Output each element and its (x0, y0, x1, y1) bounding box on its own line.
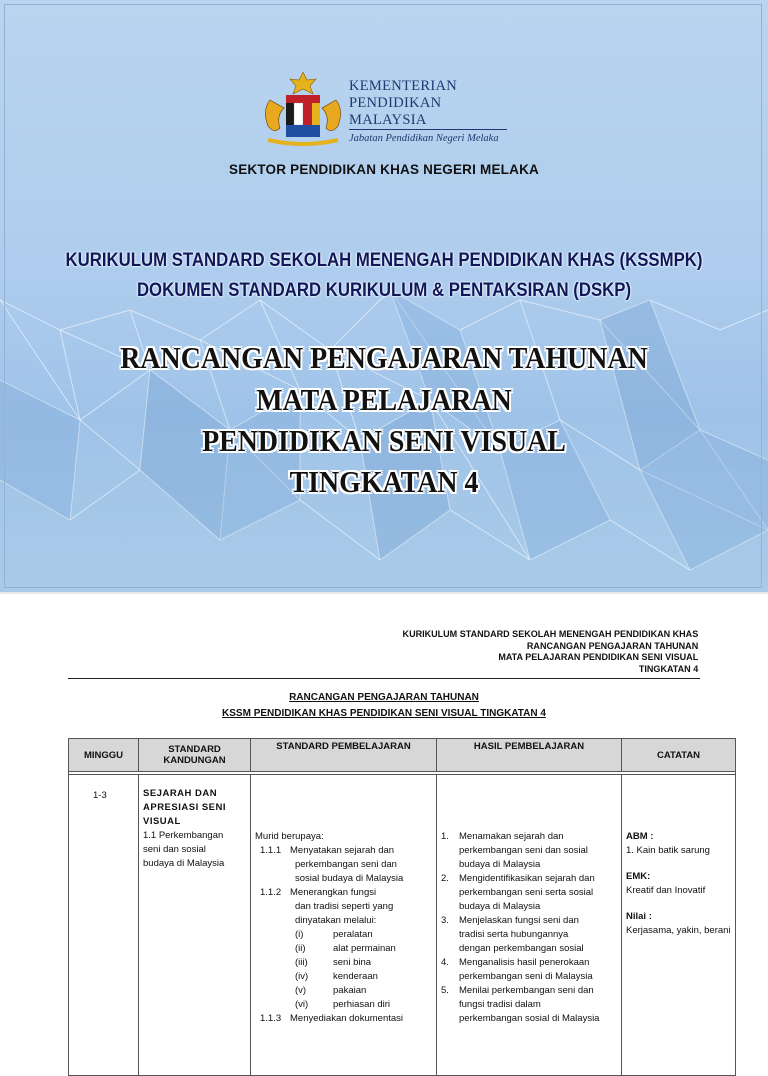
main-title-line: RANCANGAN PENGAJARAN TAHUNAN (120, 340, 648, 375)
sp-item (255, 886, 435, 928)
hp-item-text: tradisi serta hubungannya (459, 929, 569, 940)
table-row (69, 775, 736, 1076)
document-title: RANCANGAN PENGAJARAN TAHUNAN (289, 692, 479, 703)
nilai-value: Kerjasama, yakin, berani (626, 925, 731, 936)
sub-item-numeral: (vi) (295, 999, 309, 1010)
hp-item-text: Menjelaskan fungsi seni dan (459, 915, 579, 926)
sp-item-text: perkembangan seni dan (295, 859, 397, 870)
sp-item-text: Menyatakan sejarah dan (290, 845, 395, 856)
sub-item-numeral: (ii) (295, 943, 306, 954)
abm-item: 1. Kain batik sarung (626, 845, 710, 856)
header-hasil-pembelajaran: HASIL PEMBELAJARAN (437, 739, 622, 772)
hp-item-text: fungsi tradisi dalam (459, 999, 541, 1010)
hasil-pembelajaran-cell (441, 830, 621, 1026)
hp-item-text: budaya di Malaysia (459, 859, 541, 870)
hp-item-text: dengan perkembangan sosial (459, 943, 584, 954)
header-line: RANCANGAN PENGAJARAN TAHUNAN (526, 640, 698, 652)
header-standard-pembelajaran: STANDARD PEMBELAJARAN (251, 739, 437, 772)
main-title-line: MATA PELAJARAN (256, 382, 512, 417)
minggu-cell: 1-3 (93, 790, 107, 801)
sp-item-number: 1.1.1 (260, 845, 282, 856)
document-header (402, 629, 698, 675)
hp-item (441, 872, 621, 914)
main-title-line: PENDIDIKAN SENI VISUAL (202, 423, 566, 458)
document-subtitle: KSSM PENDIDIKAN KHAS PENDIDIKAN SENI VISUAL TINGKATAN 4 (222, 708, 546, 719)
header-line: MATA PELAJARAN PENDIDIKAN SENI VISUAL (498, 652, 698, 663)
abm-label: ABM : (626, 831, 654, 842)
hp-item-text: perkembangan seni serta sosial (459, 887, 594, 898)
hp-item-text: Mengidentifikasikan sejarah dan (459, 873, 595, 884)
sp-sub-item (255, 970, 435, 984)
header-catatan: CATATAN (622, 739, 736, 772)
sub-item-text: kenderaan (333, 971, 378, 982)
sp-item-text: Menyediakan dokumentasi (290, 1013, 404, 1024)
sp-item (255, 844, 435, 886)
header-line: TINGKATAN 4 (638, 663, 698, 675)
sector-title: SEKTOR PENDIDIKAN KHAS NEGERI MELAKA (229, 162, 539, 177)
sub-item-numeral: (i) (295, 929, 304, 940)
ministry-name (349, 78, 457, 129)
sp-sub-item (255, 942, 435, 956)
page-divider (0, 592, 768, 594)
hp-item-text: Menilai perkembangan seni dan (459, 985, 594, 996)
lesson-plan-table (68, 738, 736, 1076)
hp-item-number: 2. (441, 873, 449, 884)
sp-sub-item (255, 928, 435, 942)
hp-item (441, 914, 621, 956)
main-title-line: TINGKATAN 4 (289, 464, 479, 499)
sp-sub-item (255, 984, 435, 998)
emk-label: EMK: (626, 871, 651, 882)
table-header-row (69, 739, 736, 772)
hp-item-text: perkembangan seni dan sosial (459, 845, 588, 856)
sk-item: 1.1 Perkembangan seni dan sosial budaya di Malaysia (143, 830, 225, 869)
sp-item-number: 1.1.2 (260, 887, 282, 898)
header-standard-kandungan: STANDARD KANDUNGAN (139, 739, 251, 772)
catatan-cell (626, 830, 734, 938)
header-minggu: MINGGU (69, 739, 139, 772)
hp-item-text: Menganalisis hasil penerokaan (459, 957, 590, 968)
department-name: Jabatan Pendidikan Negeri Melaka (349, 133, 499, 144)
sub-item-text: perhiasan diri (333, 999, 391, 1010)
hp-item-number: 5. (441, 985, 449, 996)
sp-item-number: 1.1.3 (260, 1013, 282, 1024)
curriculum-title-line1: KURIKULUM STANDARD SEKOLAH MENENGAH PENDIDIKAN KHAS (KSSMPK) (65, 249, 703, 271)
hp-item-text: perkembangan sosial di Malaysia (459, 1013, 600, 1024)
sp-item-text: sosial budaya di Malaysia (295, 873, 404, 884)
hp-item (441, 830, 621, 872)
sp-intro: Murid berupaya: (255, 831, 324, 842)
hp-item-number: 1. (441, 831, 449, 842)
sp-sub-item (255, 956, 435, 970)
sp-item-text: Menerangkan fungsi (290, 887, 377, 898)
sp-item-text: dan tradisi seperti yang (295, 901, 394, 912)
sk-title: SEJARAH DAN APRESIASI SENI VISUAL (143, 788, 227, 827)
nilai-label: Nilai : (626, 911, 652, 922)
sub-item-text: seni bina (333, 957, 372, 968)
sp-sub-item (255, 998, 435, 1012)
sp-item-text: dinyatakan melalui: (295, 915, 377, 926)
malaysia-coat-of-arms-logo (258, 70, 348, 150)
hp-item (441, 956, 621, 984)
ministry-line: MALAYSIA (349, 112, 427, 128)
hp-item-number: 3. (441, 915, 449, 926)
hp-item-text: perkembangan seni di Malaysia (459, 971, 593, 982)
hp-item-text: Menamakan sejarah dan (459, 831, 564, 842)
sub-item-numeral: (iv) (295, 971, 309, 982)
hp-item-text: budaya di Malaysia (459, 901, 541, 912)
ministry-line: PENDIDIKAN (349, 95, 442, 111)
standard-kandungan-cell (143, 787, 239, 871)
emk-value: Kreatif dan Inovatif (626, 885, 706, 896)
hp-item-number: 4. (441, 957, 449, 968)
ministry-rule (349, 129, 507, 130)
curriculum-title-line2: DOKUMEN STANDARD KURIKULUM & PENTAKSIRAN (DSKP) (136, 279, 632, 301)
header-rule (68, 678, 700, 679)
sub-item-numeral: (v) (295, 985, 307, 996)
sub-item-text: peralatan (333, 929, 373, 940)
standard-pembelajaran-cell (255, 830, 435, 1026)
header-line: KURIKULUM STANDARD SEKOLAH MENENGAH PENDIDIKAN KHAS (402, 629, 698, 640)
sub-item-text: pakaian (333, 985, 367, 996)
sub-item-numeral: (iii) (295, 957, 308, 968)
ministry-line: KEMENTERIAN (349, 78, 458, 94)
hp-item (441, 984, 621, 1026)
sub-item-text: alat permainan (333, 943, 396, 954)
